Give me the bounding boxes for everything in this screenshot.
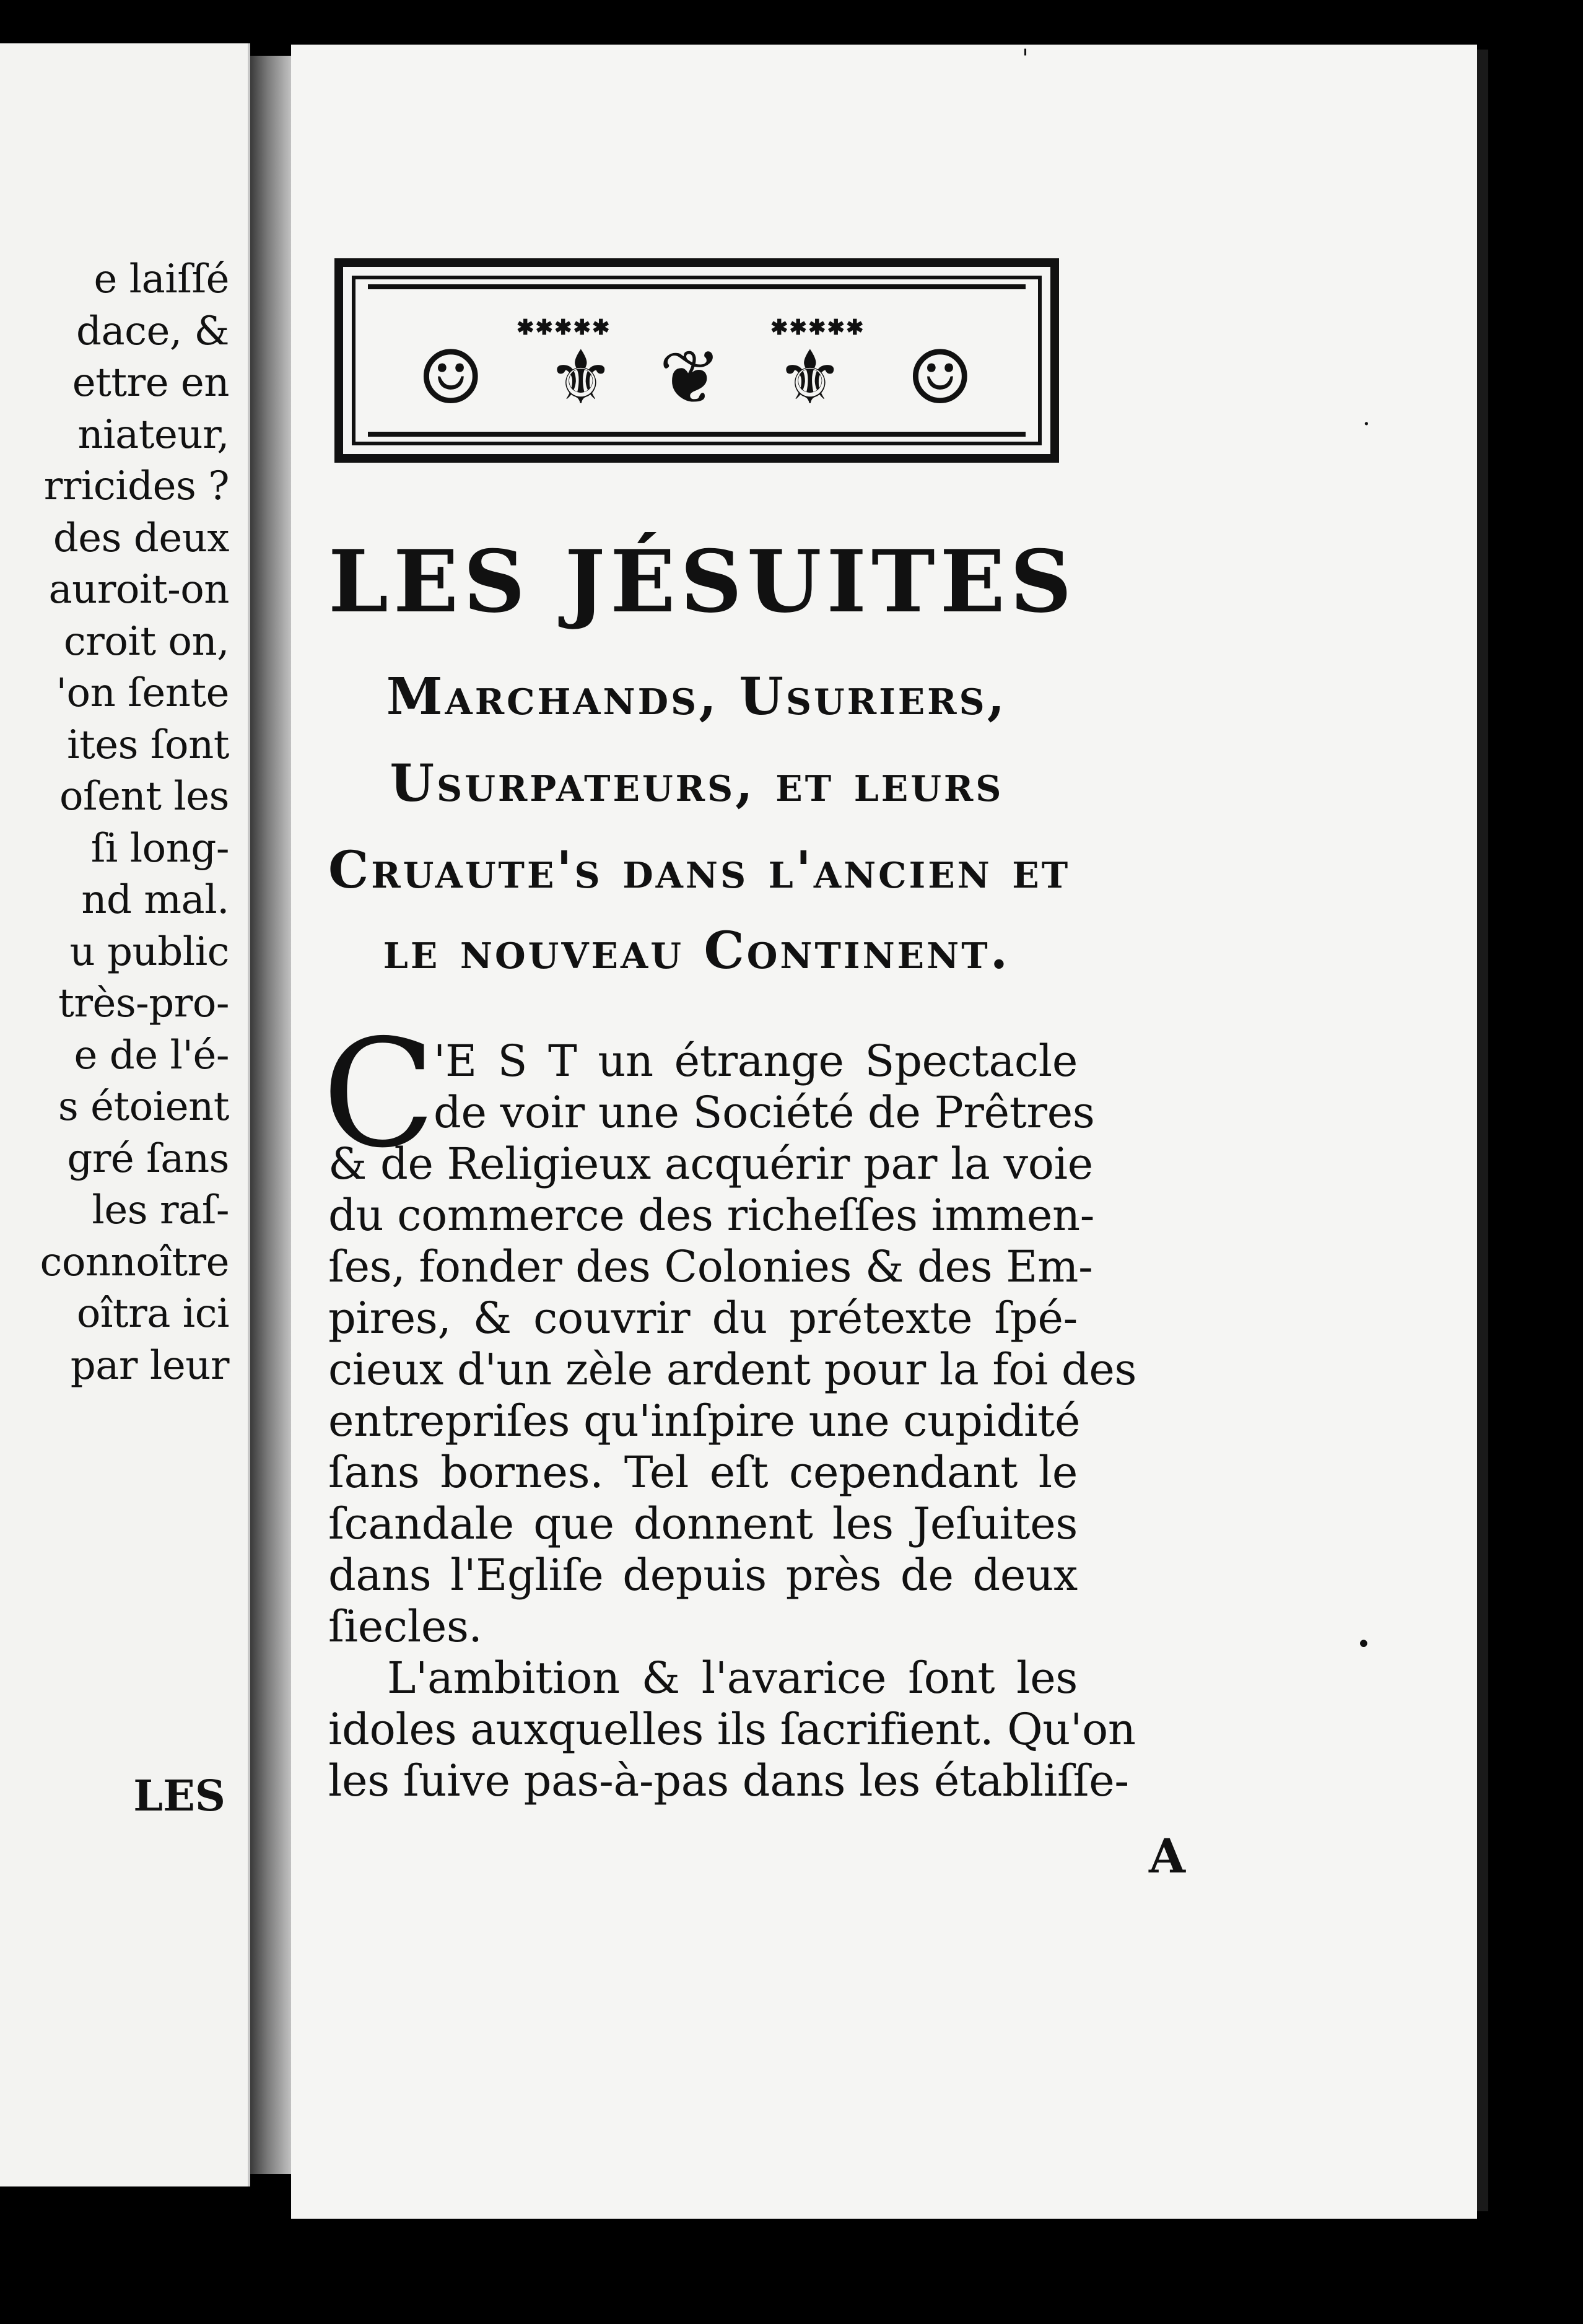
- text-line: 'E S T un étrange Spectacle: [434, 1036, 1078, 1086]
- left-page-text: [6, 254, 229, 1392]
- ornament-face-icon: ☺: [417, 335, 484, 421]
- left-text-line: auroit-on: [48, 567, 229, 613]
- text-line: L'ambition & l'avarice ſont les: [387, 1653, 1078, 1703]
- ornament-fleur-icon: ⚜: [777, 335, 844, 421]
- text-line: cieux d'un zèle ardent pour la foi des: [328, 1344, 1137, 1395]
- text-line: du commerce des richeſſes immen-: [328, 1190, 1095, 1241]
- page-edge: [1477, 50, 1488, 2211]
- text-line: ſcandale que donnent les Jeſuites: [328, 1498, 1078, 1549]
- left-text-line: dace, &: [76, 308, 229, 354]
- left-text-line: gré ſans: [67, 1135, 229, 1182]
- text-line: dans l'Egliſe depuis près de deux: [328, 1550, 1078, 1601]
- left-text-line: très-pro-: [58, 981, 229, 1026]
- text-line: ſes, fonder des Colonies & des Em-: [328, 1241, 1093, 1292]
- text-line: entrepriſes qu'inſpire une cupidité: [328, 1396, 1081, 1446]
- left-text-line: nd mal.: [81, 877, 229, 923]
- body-text: [322, 1007, 1137, 1807]
- page-title: LES JÉSUITES: [328, 531, 1077, 632]
- signature-mark: A: [1149, 1828, 1185, 1884]
- ornament-stars: ✱✱✱✱✱: [770, 315, 865, 340]
- left-text-line: s étoient: [58, 1084, 229, 1130]
- text-line: de voir une Société de Prêtres: [434, 1087, 1095, 1138]
- left-text-line: ettre en: [72, 360, 229, 406]
- subtitle-line: Marchands, Usuriers,: [386, 667, 1008, 727]
- left-text-line: oſent les: [59, 774, 229, 819]
- ornament-fleur-icon: ❦: [659, 335, 722, 421]
- left-text-line: ſi long-: [90, 825, 229, 872]
- left-text-line: des deux: [53, 515, 229, 561]
- subtitle-line: Cruaute's dans l'ancien et: [328, 841, 1071, 900]
- left-text-line: les raſ-: [92, 1187, 229, 1233]
- left-text-line: u public: [69, 928, 229, 975]
- left-text-line: rricides ?: [43, 463, 229, 509]
- ink-speck: ': [1022, 45, 1029, 73]
- left-text-line: e de l'é-: [74, 1032, 229, 1078]
- subtitle-line: Usurpateurs, et leurs: [390, 754, 1004, 813]
- left-text-line: ites ſont: [67, 722, 229, 768]
- left-text-line: croit on,: [63, 618, 229, 665]
- ink-speck: •: [1356, 1630, 1371, 1659]
- subtitle-line: le nouveau Continent.: [383, 921, 1011, 981]
- drop-cap: C: [322, 1007, 436, 1181]
- text-line: les ſuive pas-à-pas dans les établiſſe-: [328, 1755, 1129, 1806]
- ornament-fleur-icon: ⚜: [547, 335, 614, 421]
- text-line: idoles auxquelles ils ſacrifient. Qu'on: [328, 1704, 1136, 1755]
- text-line: pires, & couvrir du prétexte ſpé-: [328, 1293, 1078, 1343]
- ornament-face-icon: ☺: [907, 335, 974, 421]
- left-text-line: oîtra ici: [76, 1291, 229, 1337]
- main-page: [291, 45, 1477, 2219]
- left-facing-page: [0, 43, 250, 2186]
- left-text-line: 'on ſente: [56, 670, 229, 716]
- left-text-line: connoître: [40, 1239, 229, 1285]
- left-text-line: par leur: [70, 1342, 229, 1389]
- text-line: ſiecles.: [328, 1601, 482, 1652]
- book-gutter: [250, 56, 294, 2174]
- ink-speck: ·: [1363, 410, 1371, 439]
- ornament-rule: [368, 432, 1026, 437]
- left-text-line: e laiſſé: [94, 256, 229, 302]
- text-line: & de Religieux acquérir par la voie: [328, 1138, 1093, 1189]
- left-catchword: LES: [133, 1771, 225, 1821]
- head-ornament: [334, 258, 1059, 463]
- text-line: ſans bornes. Tel eſt cependant le: [328, 1447, 1078, 1498]
- ornament-stars: ✱✱✱✱✱: [517, 315, 611, 340]
- ornament-rule: [368, 284, 1026, 289]
- left-text-line: niateur,: [77, 411, 229, 458]
